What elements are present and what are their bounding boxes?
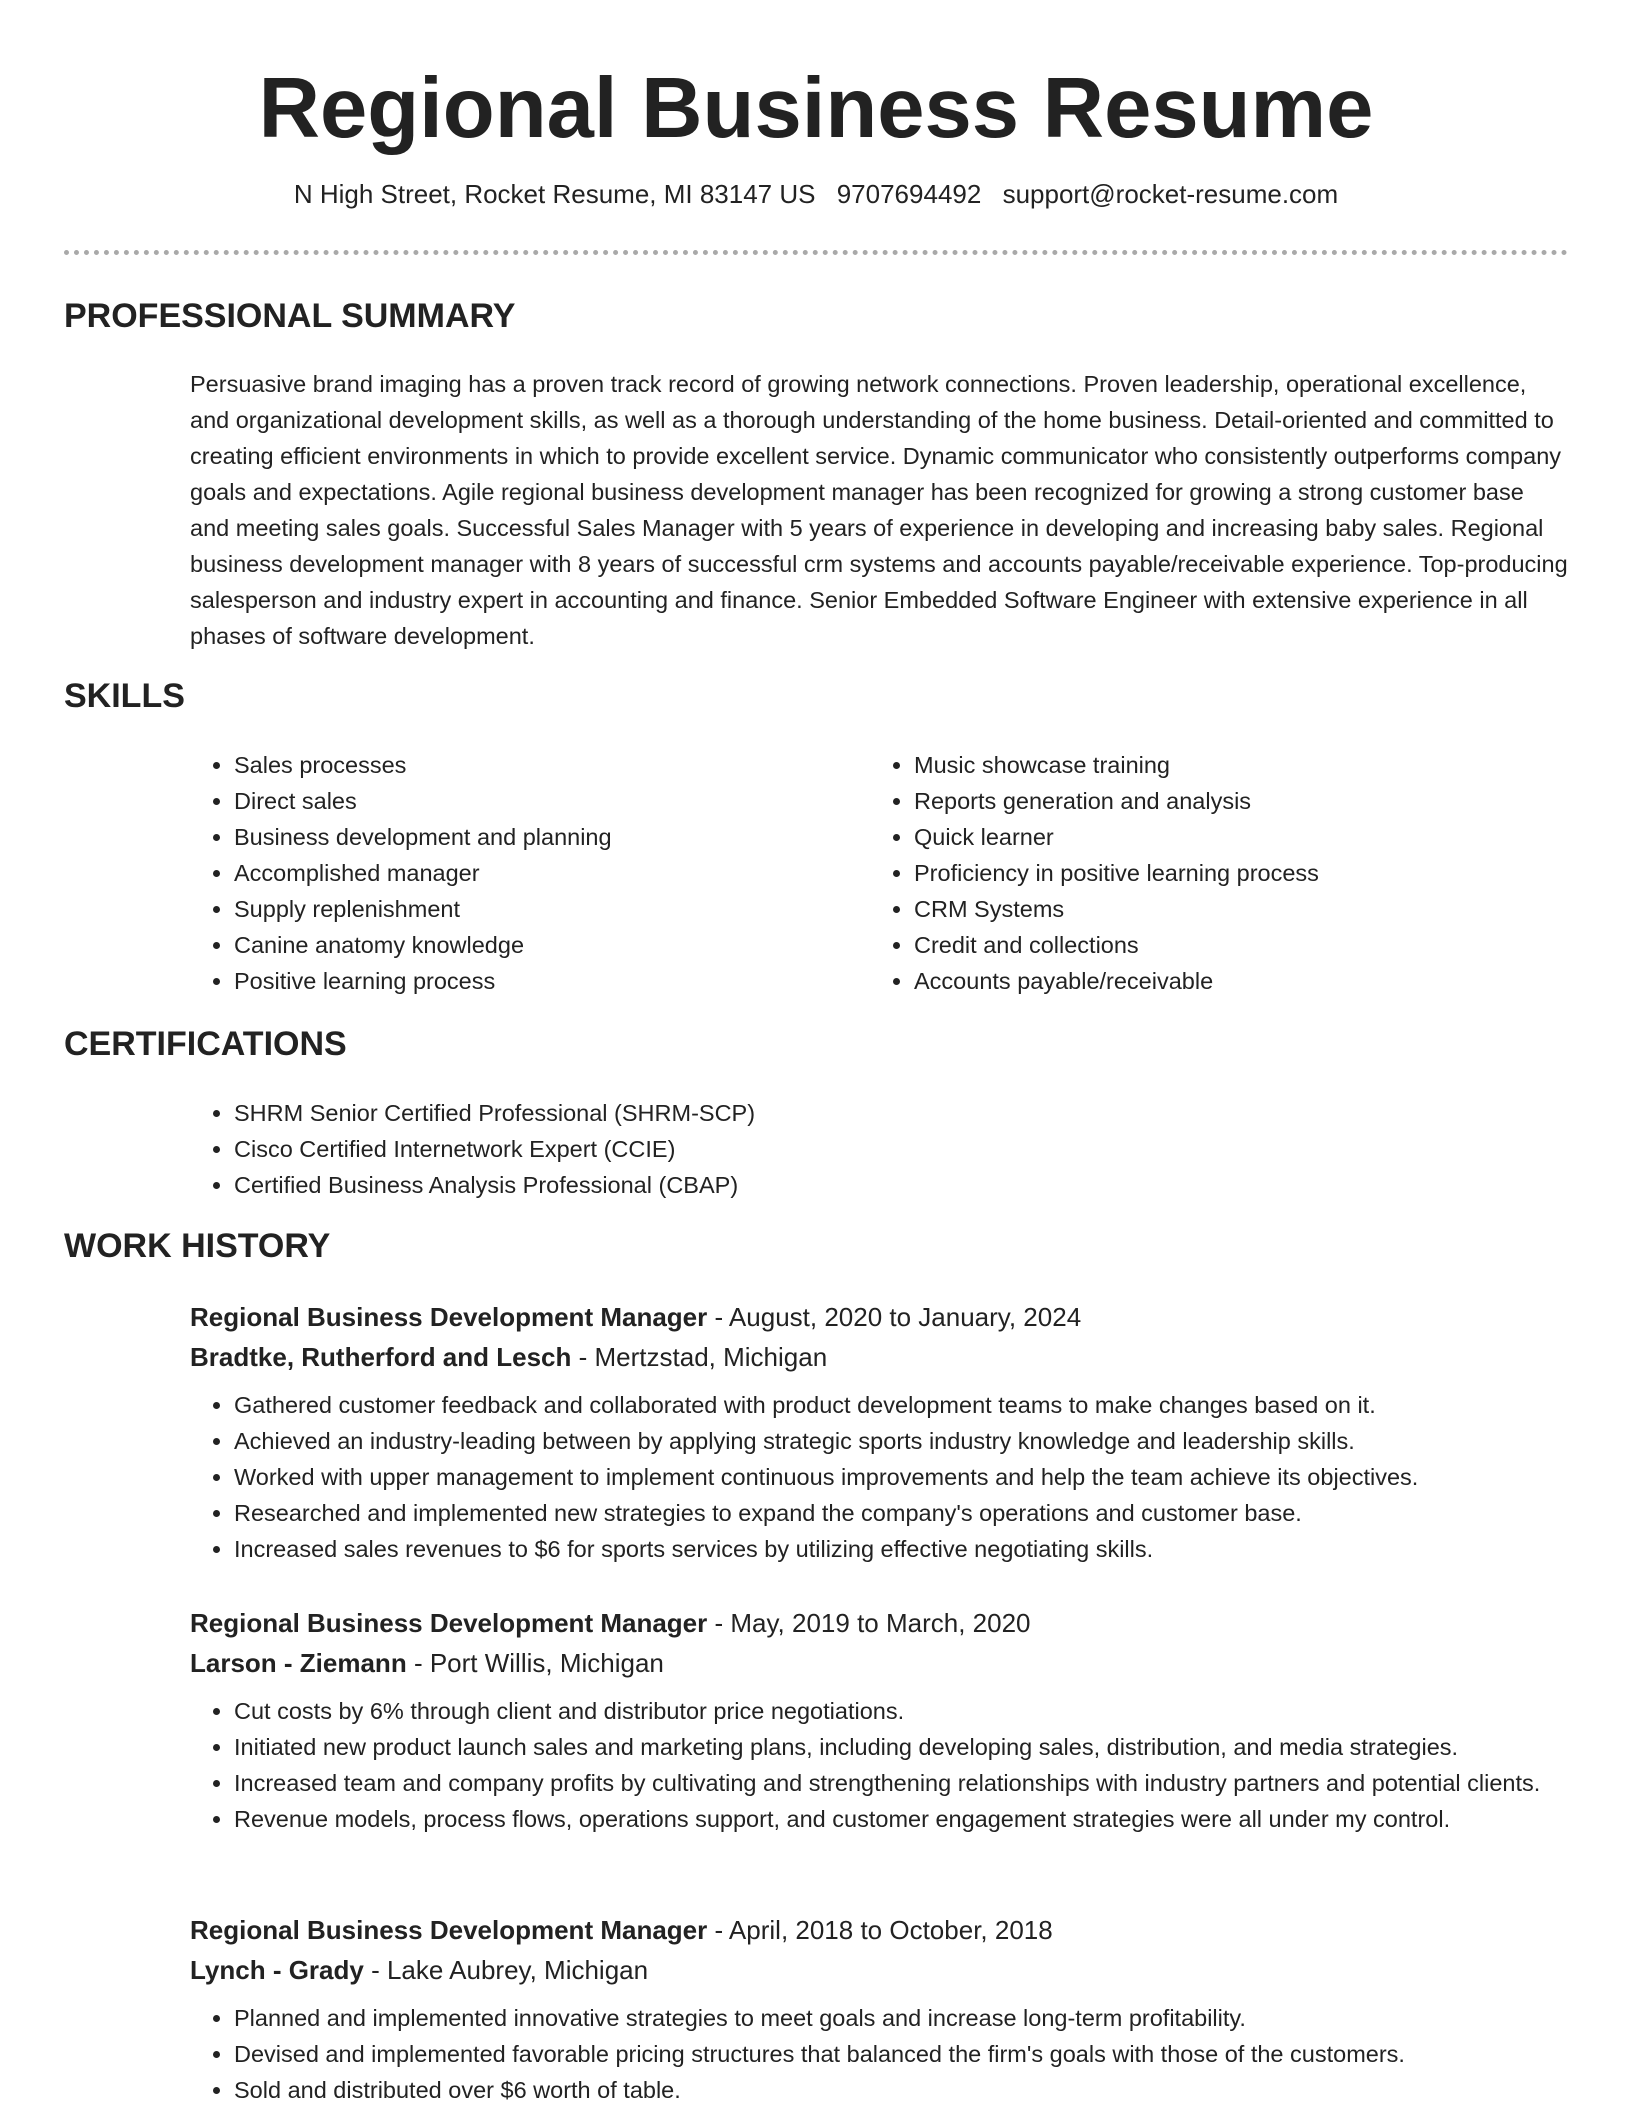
skill-item: • Proficiency in positive learning process — [914, 855, 1550, 891]
contact-line — [0, 178, 1632, 212]
job-dates: - April, 2018 to October, 2018 — [714, 1915, 1053, 1945]
job-title-line — [190, 1603, 1568, 1643]
contact-address: N High Street, Rocket Resume, MI 83147 US — [293, 179, 816, 209]
skill-item: • Supply replenishment — [234, 891, 830, 927]
job-title: Regional Business Development Manager — [190, 1915, 708, 1945]
job-entry — [190, 1910, 1568, 2108]
skill-item: • Accounts payable/receivable — [914, 963, 1550, 999]
job-bullet: • Initiated new product launch sales and marketing plans, including developing sales, distribution, and media strategies. — [234, 1729, 1568, 1765]
header-divider — [64, 250, 1568, 255]
skills-list-left — [190, 747, 830, 999]
skill-item: • Quick learner — [914, 819, 1550, 855]
job-dates: - August, 2020 to January, 2024 — [714, 1302, 1082, 1332]
skill-item: • CRM Systems — [914, 891, 1550, 927]
job-bullets — [190, 2000, 1568, 2108]
job-title-line — [190, 1297, 1568, 1337]
certifications-list — [190, 1095, 1490, 1203]
skill-item: • Sales processes — [234, 747, 830, 783]
job-location: - Mertzstad, Michigan — [578, 1342, 828, 1372]
skill-item: • Accomplished manager — [234, 855, 830, 891]
job-bullets — [190, 1387, 1568, 1567]
job-company-line — [190, 1643, 1568, 1683]
job-entry — [190, 1297, 1568, 1567]
job-company: Larson - Ziemann — [190, 1648, 407, 1678]
job-bullet: • Cut costs by 6% through client and distributor price negotiations. — [234, 1693, 1568, 1729]
job-bullet: • Gathered customer feedback and collaborated with product development teams to make changes based on it. — [234, 1387, 1568, 1423]
skills-column-right — [870, 747, 1550, 999]
job-bullets — [190, 1693, 1568, 1837]
job-bullet: • Researched and implemented new strategies to expand the company's operations and customer base. — [234, 1495, 1568, 1531]
skill-item: • Direct sales — [234, 783, 830, 819]
section-title-certifications: CERTIFICATIONS — [64, 1025, 347, 1063]
skills-list-right — [870, 747, 1550, 999]
job-title-line — [190, 1910, 1568, 1950]
job-bullet: • Revenue models, process flows, operations support, and customer engagement strategies were all under my control. — [234, 1801, 1568, 1837]
certifications-block — [190, 1095, 1490, 1203]
resume-title: Regional Business Resume — [258, 61, 1374, 156]
job-location: - Lake Aubrey, Michigan — [371, 1955, 649, 1985]
section-title-skills: SKILLS — [64, 677, 185, 715]
job-bullet: • Increased sales revenues to $6 for sports services by utilizing effective negotiating skills. — [234, 1531, 1568, 1567]
job-company-line — [190, 1337, 1568, 1377]
contact-phone: 9707694492 — [836, 179, 982, 209]
skill-item: • Credit and collections — [914, 927, 1550, 963]
skill-item: • Reports generation and analysis — [914, 783, 1550, 819]
job-company: Bradtke, Rutherford and Lesch — [190, 1342, 572, 1372]
job-bullet: • Worked with upper management to implement continuous improvements and help the team achieve its objectives. — [234, 1459, 1568, 1495]
job-company: Lynch - Grady — [190, 1955, 364, 1985]
job-bullet: • Achieved an industry-leading between by applying strategic sports industry knowledge and leadership skills. — [234, 1423, 1568, 1459]
job-bullet: • Increased team and company profits by cultivating and strengthening relationships with industry partners and potential clients. — [234, 1765, 1568, 1801]
job-dates: - May, 2019 to March, 2020 — [714, 1608, 1031, 1638]
section-title-work-history: WORK HISTORY — [64, 1227, 331, 1265]
section-title-summary: PROFESSIONAL SUMMARY — [64, 297, 516, 335]
skill-item: • Business development and planning — [234, 819, 830, 855]
job-bullet: • Sold and distributed over $6 worth of table. — [234, 2072, 1568, 2108]
skill-item: • Canine anatomy knowledge — [234, 927, 830, 963]
certification-item: • Certified Business Analysis Professional (CBAP) — [234, 1167, 1490, 1203]
summary-text: Persuasive brand imaging has a proven track record of growing network connections. Proven leadership, operational excellence, and organizational development skills, as well as a thorough understanding of the home business. Detail-oriented and committed to creating efficient environments in which to provide excellent service. Dynamic communicator who consistently outperforms company goals and expectations. Agile regional business development manager has been recognized for growing a strong customer base and meeting sales goals. Successful Sales Manager with 5 years of experience in developing and increasing baby sales. Regional business development manager with 8 years of successful crm systems and accounts payable/receivable experience. Top-producing salesperson and industry expert in accounting and finance. Senior Embedded Software Engineer with extensive experience in all phases of software development. — [190, 371, 1568, 649]
job-bullet: • Devised and implemented favorable pricing structures that balanced the firm's goals with those of the customers. — [234, 2036, 1568, 2072]
job-entry — [190, 1603, 1568, 1837]
skills-column-left — [190, 747, 830, 999]
contact-email: support@rocket-resume.com — [1002, 179, 1339, 209]
skill-item: • Positive learning process — [234, 963, 830, 999]
skill-item: • Music showcase training — [914, 747, 1550, 783]
job-location: - Port Willis, Michigan — [413, 1648, 664, 1678]
job-bullet: • Planned and implemented innovative strategies to meet goals and increase long-term profitability. — [234, 2000, 1568, 2036]
certification-item: • SHRM Senior Certified Professional (SHRM-SCP) — [234, 1095, 1490, 1131]
job-title: Regional Business Development Manager — [190, 1302, 708, 1332]
certification-item: • Cisco Certified Internetwork Expert (CCIE) — [234, 1131, 1490, 1167]
job-title: Regional Business Development Manager — [190, 1608, 708, 1638]
job-company-line — [190, 1950, 1568, 1990]
